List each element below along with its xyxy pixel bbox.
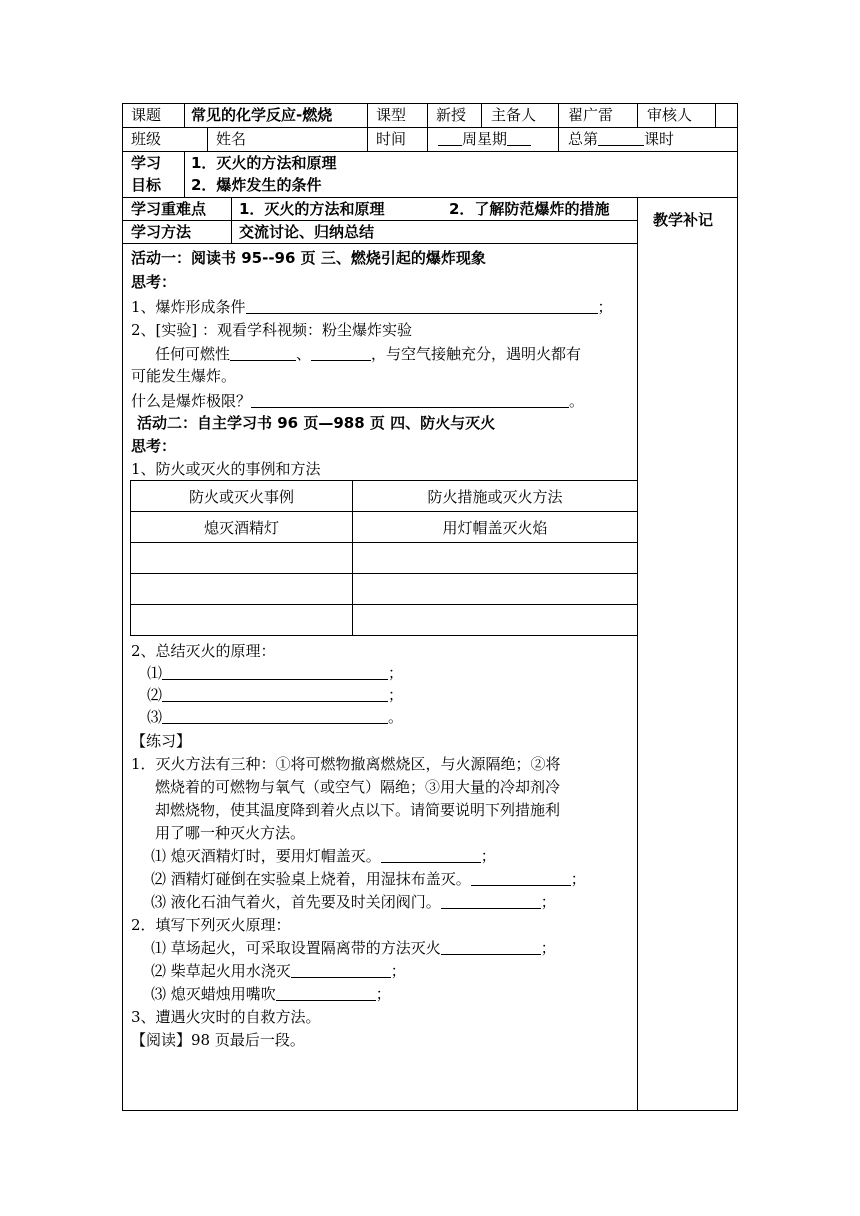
- grid-line: [122, 243, 637, 244]
- question[interactable]: 1、爆炸形成条件 ；: [131, 298, 613, 316]
- question: 可能发生爆炸。: [131, 367, 237, 385]
- label-name: 姓名: [216, 130, 247, 148]
- practice-title: 【练习】: [131, 732, 192, 750]
- grid-line: [367, 103, 368, 151]
- practice-text: 1．灭火方法有三种：①将可燃物撤离燃烧区，与火源隔绝；②将: [131, 755, 561, 773]
- question-blanks[interactable]: 任何可燃性 、 ，与空气接触充分，遇明火都有: [155, 345, 582, 363]
- grid-line: [122, 220, 637, 221]
- table-cell[interactable]: [131, 543, 353, 574]
- goals-label: 目标: [131, 176, 162, 194]
- grid-line: [558, 103, 559, 151]
- table-header: 防火措施或灭火方法: [353, 481, 638, 512]
- table-cell: 熄灭酒精灯: [131, 512, 353, 543]
- preparer-value: 翟广雷: [568, 106, 614, 124]
- question: 1、防火或灭火的事例和方法: [131, 460, 321, 478]
- question: 2、总结灭火的原理：: [131, 642, 276, 660]
- think-label: 思考：: [131, 273, 177, 291]
- label-class: 班级: [131, 130, 162, 148]
- method-label: 学习方法: [131, 223, 192, 241]
- label-preparer: 主备人: [491, 106, 537, 124]
- table-cell[interactable]: [131, 574, 353, 605]
- grid-line: [427, 103, 428, 151]
- practice-item[interactable]: ⑵ 酒精灯碰倒在实验桌上烧着，用湿抹布盖灭。 ；: [151, 870, 586, 888]
- practice-text: 3、遭遇火灾时的自救方法。: [131, 1008, 321, 1026]
- principle-blank[interactable]: ⑴ ；: [147, 664, 404, 682]
- practice-item[interactable]: ⑶ 液化石油气着火，首先要及时关闭阀门。 ；: [151, 893, 556, 911]
- grid-line: [715, 103, 716, 127]
- label-topic: 课题: [131, 106, 162, 124]
- practice-text: 燃烧着的可燃物与氧气（或空气）隔绝；③用大量的冷却剂冷: [155, 778, 561, 796]
- practice-item[interactable]: ⑴ 熄灭酒精灯时，要用灯帽盖灭。 ；: [151, 847, 496, 865]
- table-header: 防火或灭火事例: [131, 481, 353, 512]
- method-value: 交流讨论、归纳总结: [239, 223, 375, 241]
- key-point-item: 2．了解防范爆炸的措施: [449, 200, 610, 218]
- fire-examples-table: [130, 480, 638, 636]
- principle-blank[interactable]: ⑶ 。: [147, 708, 404, 726]
- grid-line: [122, 197, 738, 198]
- practice-text: 用了哪一种灭火方法。: [155, 824, 306, 842]
- question: 2、[实验] ：观看学科视频：粉尘爆炸实验: [131, 321, 413, 339]
- label-reviewer: 审核人: [647, 106, 693, 124]
- activity-title: 活动二：自主学习书 96 页—988 页 四、防火与灭火: [137, 414, 496, 432]
- practice-item[interactable]: ⑴ 草场起火，可采取设置隔离带的方法灭火 ；: [151, 939, 556, 957]
- practice-text: 2．填写下列灭火原理：: [131, 916, 291, 934]
- topic-value: 常见的化学反应-燃烧: [191, 106, 333, 124]
- grid-line: [122, 151, 738, 152]
- question[interactable]: 什么是爆炸极限？ 。: [131, 392, 585, 410]
- label-lesson-type: 课型: [376, 106, 407, 124]
- goals-label: 学习: [131, 154, 162, 172]
- table-cell[interactable]: [353, 574, 638, 605]
- table-cell[interactable]: [353, 605, 638, 636]
- grid-line: [207, 127, 208, 151]
- key-points-label: 学习重难点: [131, 200, 207, 218]
- grid-line: [231, 197, 232, 243]
- grid-line: [122, 127, 738, 128]
- grid-line: [481, 103, 482, 127]
- goal-item: 2．爆炸发生的条件: [191, 176, 322, 194]
- grid-line: [637, 197, 638, 1110]
- table-cell: 用灯帽盖灭火焰: [353, 512, 638, 543]
- grid-line: [184, 103, 185, 127]
- lesson-type-value: 新授: [436, 106, 467, 124]
- practice-text: 却燃烧物，使其温度降到着火点以下。请简要说明下列措施利: [155, 801, 561, 819]
- key-point-item: 1．灭火的方法和原理: [239, 200, 385, 218]
- grid-line: [637, 103, 638, 127]
- practice-item[interactable]: ⑶ 熄灭蜡烛用嘴吹 ；: [151, 985, 391, 1003]
- label-time: 时间: [376, 130, 407, 148]
- table-cell[interactable]: [131, 605, 353, 636]
- activity-title: 活动一：阅读书 95--96 页 三、燃烧引起的爆炸现象: [131, 249, 486, 267]
- reading-note: 【阅读】98 页最后一段。: [131, 1031, 305, 1049]
- grid-line: [184, 151, 185, 197]
- lesson-count-field[interactable]: 总第 课时: [568, 130, 675, 148]
- think-label: 思考：: [131, 437, 177, 455]
- time-field[interactable]: 周星期: [438, 129, 531, 149]
- goal-item: 1．灭火的方法和原理: [191, 154, 337, 172]
- principle-blank[interactable]: ⑵ ；: [147, 686, 404, 704]
- practice-item[interactable]: ⑵ 柴草起火用水浇灭 ；: [151, 962, 406, 980]
- table-cell[interactable]: [353, 543, 638, 574]
- teaching-notes-label: 教学补记: [653, 211, 714, 229]
